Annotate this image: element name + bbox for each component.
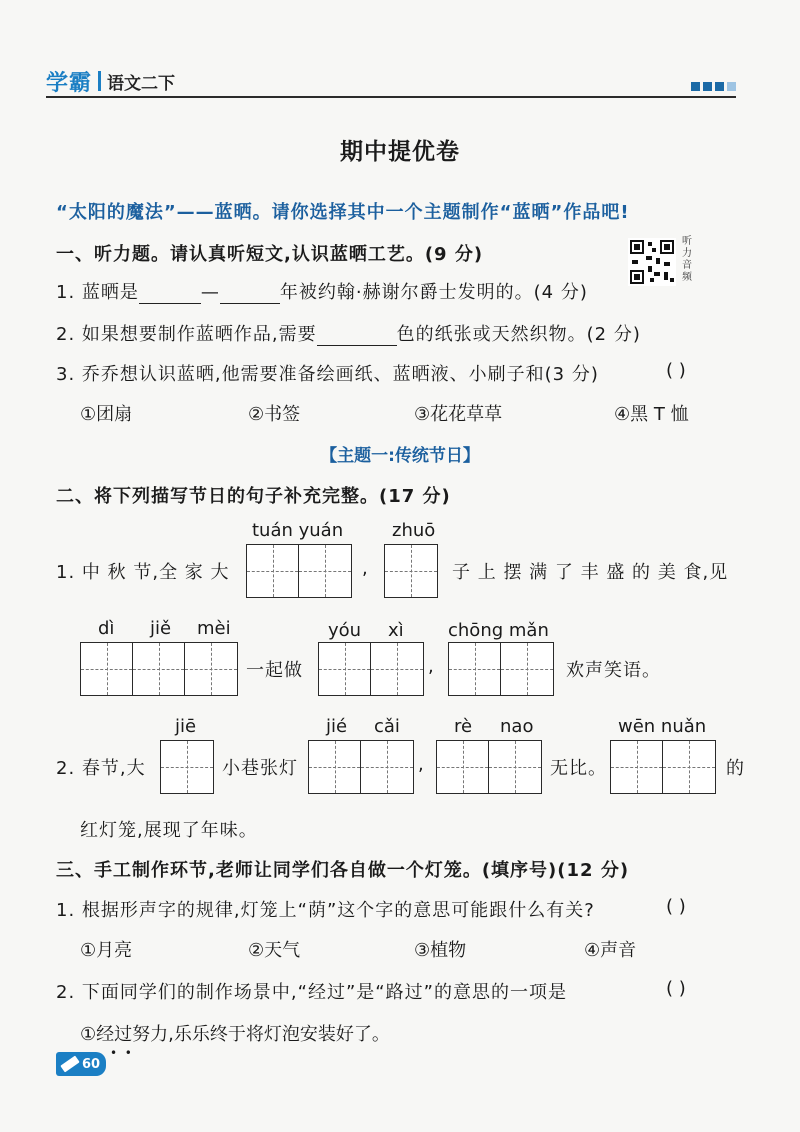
brand-logo: 学霸 — [46, 70, 93, 96]
emphasis-dots: • • — [110, 1046, 132, 1060]
pinyin-nao: nao — [500, 716, 534, 737]
pinyin-jie3: jié — [326, 716, 348, 737]
q-text: 中 秋 节,全 家 大 — [81, 562, 230, 583]
char-box-zhuo[interactable] — [384, 544, 438, 598]
q-number: 2. — [56, 324, 76, 345]
section3-heading: 三、手工制作环节,老师让同学们各自做一个灯笼。(填序号)(12 分) — [56, 860, 630, 881]
pinyin-chongman: chōng mǎn — [448, 620, 549, 641]
option-a[interactable]: ①月亮 — [80, 940, 133, 961]
s2-q1-start — [56, 558, 230, 584]
char-box-jie[interactable] — [160, 740, 214, 794]
comma: , — [428, 656, 435, 677]
s2-q1-comma: , — [362, 558, 369, 579]
page-number: 60 — [82, 1056, 101, 1072]
s2-r2-text: 一起做 — [246, 660, 303, 681]
page-number-tab — [56, 1052, 106, 1076]
answer-blank[interactable] — [139, 285, 201, 304]
answer-parentheses[interactable]: ( ) — [666, 360, 686, 381]
pinyin-di: dì — [98, 618, 115, 639]
char-box-chongman[interactable] — [448, 642, 554, 696]
char-box-wennuan[interactable] — [610, 740, 716, 794]
header-decoration — [691, 82, 736, 91]
s3-question-1 — [56, 896, 595, 922]
s2-r2-end: 欢声笑语。 — [566, 660, 661, 681]
s1-question-1 — [56, 278, 588, 304]
pinyin-wennuan: wēn nuǎn — [618, 716, 707, 737]
option-c[interactable]: ③花花草草 — [414, 404, 503, 425]
q-number: 1. — [56, 282, 76, 303]
brand — [46, 66, 175, 96]
pencil-icon — [60, 1056, 79, 1073]
option-d[interactable]: ④黑 T 恤 — [614, 404, 689, 425]
char-box-youxi[interactable] — [318, 642, 424, 696]
q-number: 2. — [56, 982, 76, 1003]
s1-question-3 — [56, 360, 599, 386]
q-number: 1. — [56, 900, 76, 921]
brand-divider — [98, 71, 101, 91]
s2-q2-comma: , — [418, 754, 425, 775]
intro-text: “太阳的魔法”——蓝晒。请你选择其中一个主题制作“蓝晒”作品吧! — [56, 202, 630, 223]
pinyin-cai: cǎi — [374, 716, 400, 737]
q-dash: — — [200, 282, 220, 303]
s2-q2-start — [56, 754, 146, 780]
s2-q2-text: 小巷张灯 — [222, 758, 298, 779]
pinyin-you: yóu — [328, 620, 362, 641]
answer-blank[interactable] — [220, 285, 280, 304]
q-number: 1. — [56, 562, 76, 583]
option-b[interactable]: ②天气 — [248, 940, 301, 961]
page-title: 期中提优卷 — [340, 139, 460, 165]
qr-label: 听力音频 — [682, 236, 692, 283]
s3-question-2 — [56, 978, 567, 1004]
q-text: 乔乔想认识蓝晒,他需要准备绘画纸、蓝晒液、小刷子和(3 分) — [81, 364, 599, 385]
pinyin-xi: xì — [388, 620, 404, 641]
qr-code-icon — [628, 238, 676, 286]
section2-heading: 二、将下列描写节日的句子补充完整。(17 分) — [56, 486, 451, 507]
option-c[interactable]: ③植物 — [414, 940, 467, 961]
header-rule — [46, 96, 736, 98]
page-header — [46, 66, 736, 100]
s2-q2-end: 无比。 — [550, 758, 607, 779]
answer-parentheses[interactable]: ( ) — [666, 978, 686, 999]
s2-q2-de: 的 — [726, 758, 745, 779]
pinyin-jie: jiě — [150, 618, 172, 639]
char-box-dijiemei[interactable] — [80, 642, 238, 696]
char-box-tuanyuan[interactable] — [246, 544, 352, 598]
theme-heading: 【主题一:传统节日】 — [320, 446, 480, 466]
section1-heading: 一、听力题。请认真听短文,认识蓝晒工艺。(9 分) — [56, 244, 484, 265]
q-text: 蓝晒是 — [81, 282, 139, 303]
q-text: 年被约翰·赫谢尔爵士发明的。(4 分) — [279, 282, 588, 303]
pinyin-zhuo: zhuō — [392, 520, 436, 541]
q-text: 色的纸张或天然织物。(2 分) — [396, 324, 641, 345]
option-a[interactable]: ①团扇 — [80, 404, 133, 425]
char-box-renao[interactable] — [436, 740, 542, 794]
s3-q2-option-a[interactable]: ①经过努力,乐乐终于将灯泡安装好了。 — [80, 1024, 390, 1045]
answer-blank[interactable] — [317, 327, 397, 346]
q-number: 3. — [56, 364, 76, 385]
option-b[interactable]: ②书签 — [248, 404, 301, 425]
pinyin-mei: mèi — [197, 618, 231, 639]
q-text: 春节,大 — [81, 758, 146, 779]
pinyin-jie2: jiē — [175, 716, 197, 737]
pinyin-tuanyuan: tuán yuán — [252, 520, 344, 541]
pinyin-re: rè — [454, 716, 473, 737]
char-box-jiecai[interactable] — [308, 740, 414, 794]
q-text: 下面同学们的制作场景中,“经过”是“路过”的意思的一项是 — [81, 982, 567, 1003]
answer-parentheses[interactable]: ( ) — [666, 896, 686, 917]
q-text: 根据形声字的规律,灯笼上“荫”这个字的意思可能跟什么有关? — [81, 900, 595, 921]
subject-label: 语文二下 — [107, 73, 176, 94]
s1-question-2 — [56, 320, 641, 346]
s2-q2-tail: 红灯笼,展现了年味。 — [80, 820, 258, 841]
q-text: 如果想要制作蓝晒作品,需要 — [81, 324, 317, 345]
q-number: 2. — [56, 758, 76, 779]
s2-q1-rest: 子 上 摆 满 了 丰 盛 的 美 食,见 — [452, 562, 729, 583]
option-d[interactable]: ④声音 — [584, 940, 637, 961]
